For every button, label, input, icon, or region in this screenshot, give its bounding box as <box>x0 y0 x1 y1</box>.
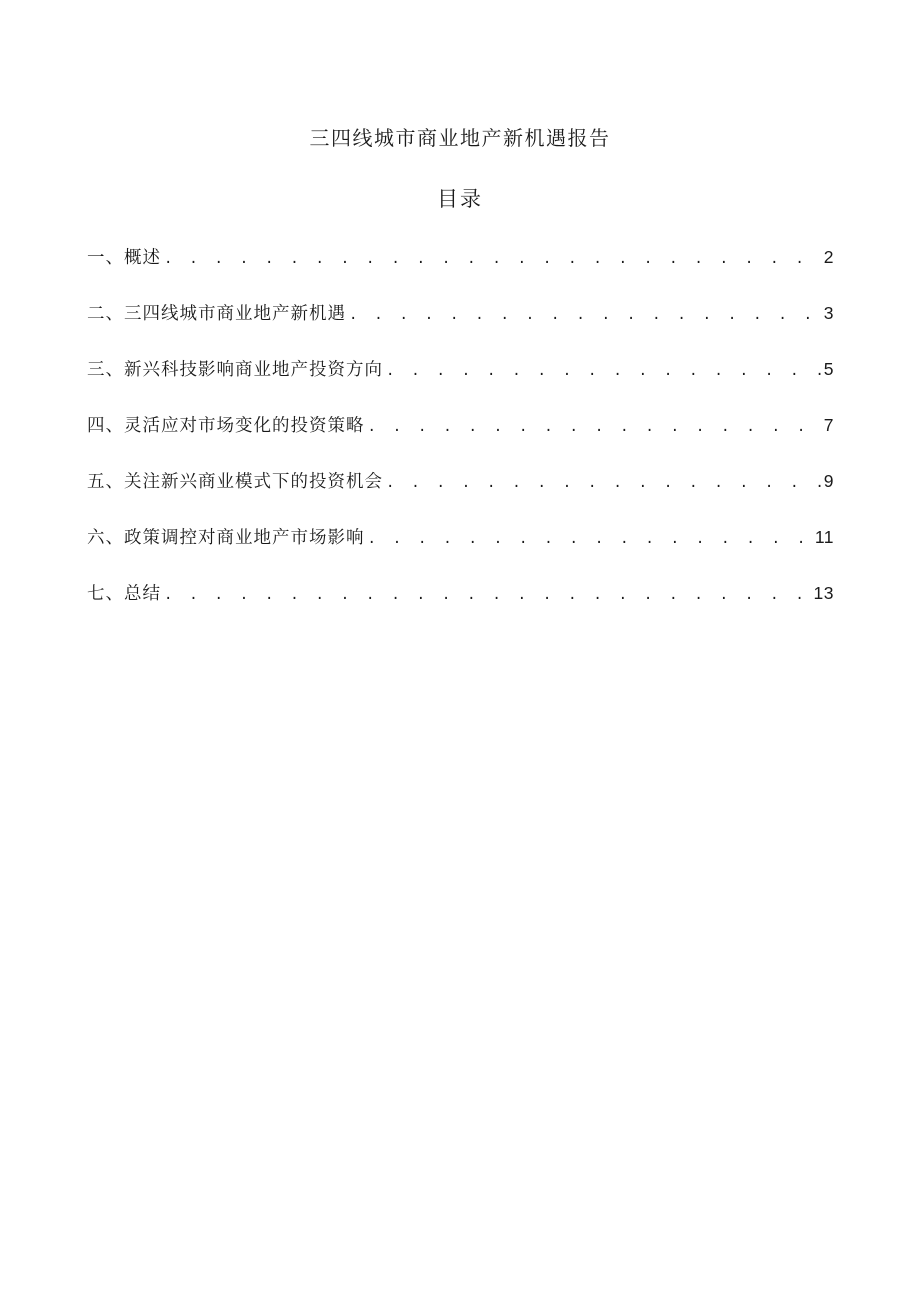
toc-heading: 目录 <box>437 187 483 211</box>
toc-entry-label: 六、政策调控对商业地产市场影响 <box>87 528 365 548</box>
toc-entry-policy-regulation[interactable] <box>87 525 834 581</box>
toc-dot-leader <box>368 527 812 551</box>
toc-dot-leader <box>386 359 821 383</box>
toc-dot-leader <box>349 303 821 327</box>
toc-entry-summary[interactable] <box>87 581 834 637</box>
toc-entry-page-number: 9 <box>823 471 834 491</box>
toc-entry-page-number: 5 <box>823 359 834 379</box>
toc-entry-label: 七、总结 <box>87 584 161 604</box>
toc-entry-label: 一、概述 <box>87 248 161 268</box>
toc-entry-label: 二、三四线城市商业地产新机遇 <box>87 304 346 324</box>
toc-entry-page-number: 11 <box>814 527 834 547</box>
toc-entry-business-models[interactable] <box>87 469 834 525</box>
toc-dot-leader <box>164 583 811 607</box>
toc-entry-emerging-tech[interactable] <box>87 357 834 413</box>
toc-entry-page-number: 2 <box>823 247 834 267</box>
toc-entry-page-number: 7 <box>823 415 834 435</box>
toc-entry-label: 四、灵活应对市场变化的投资策略 <box>87 416 365 436</box>
toc-dot-leader <box>164 247 821 271</box>
toc-entry-page-number: 3 <box>823 303 834 323</box>
toc-entry-new-opportunities[interactable] <box>87 301 834 357</box>
toc-entry-overview[interactable] <box>87 245 834 301</box>
toc-entry-page-number: 13 <box>813 583 834 603</box>
toc-entry-investment-strategy[interactable] <box>87 413 834 469</box>
toc-dot-leader <box>368 415 821 439</box>
table-of-contents <box>87 245 834 637</box>
toc-dot-leader <box>386 471 821 495</box>
toc-entry-label: 五、关注新兴商业模式下的投资机会 <box>87 472 383 492</box>
document-title: 三四线城市商业地产新机遇报告 <box>309 126 611 150</box>
toc-entry-label: 三、新兴科技影响商业地产投资方向 <box>87 360 383 380</box>
